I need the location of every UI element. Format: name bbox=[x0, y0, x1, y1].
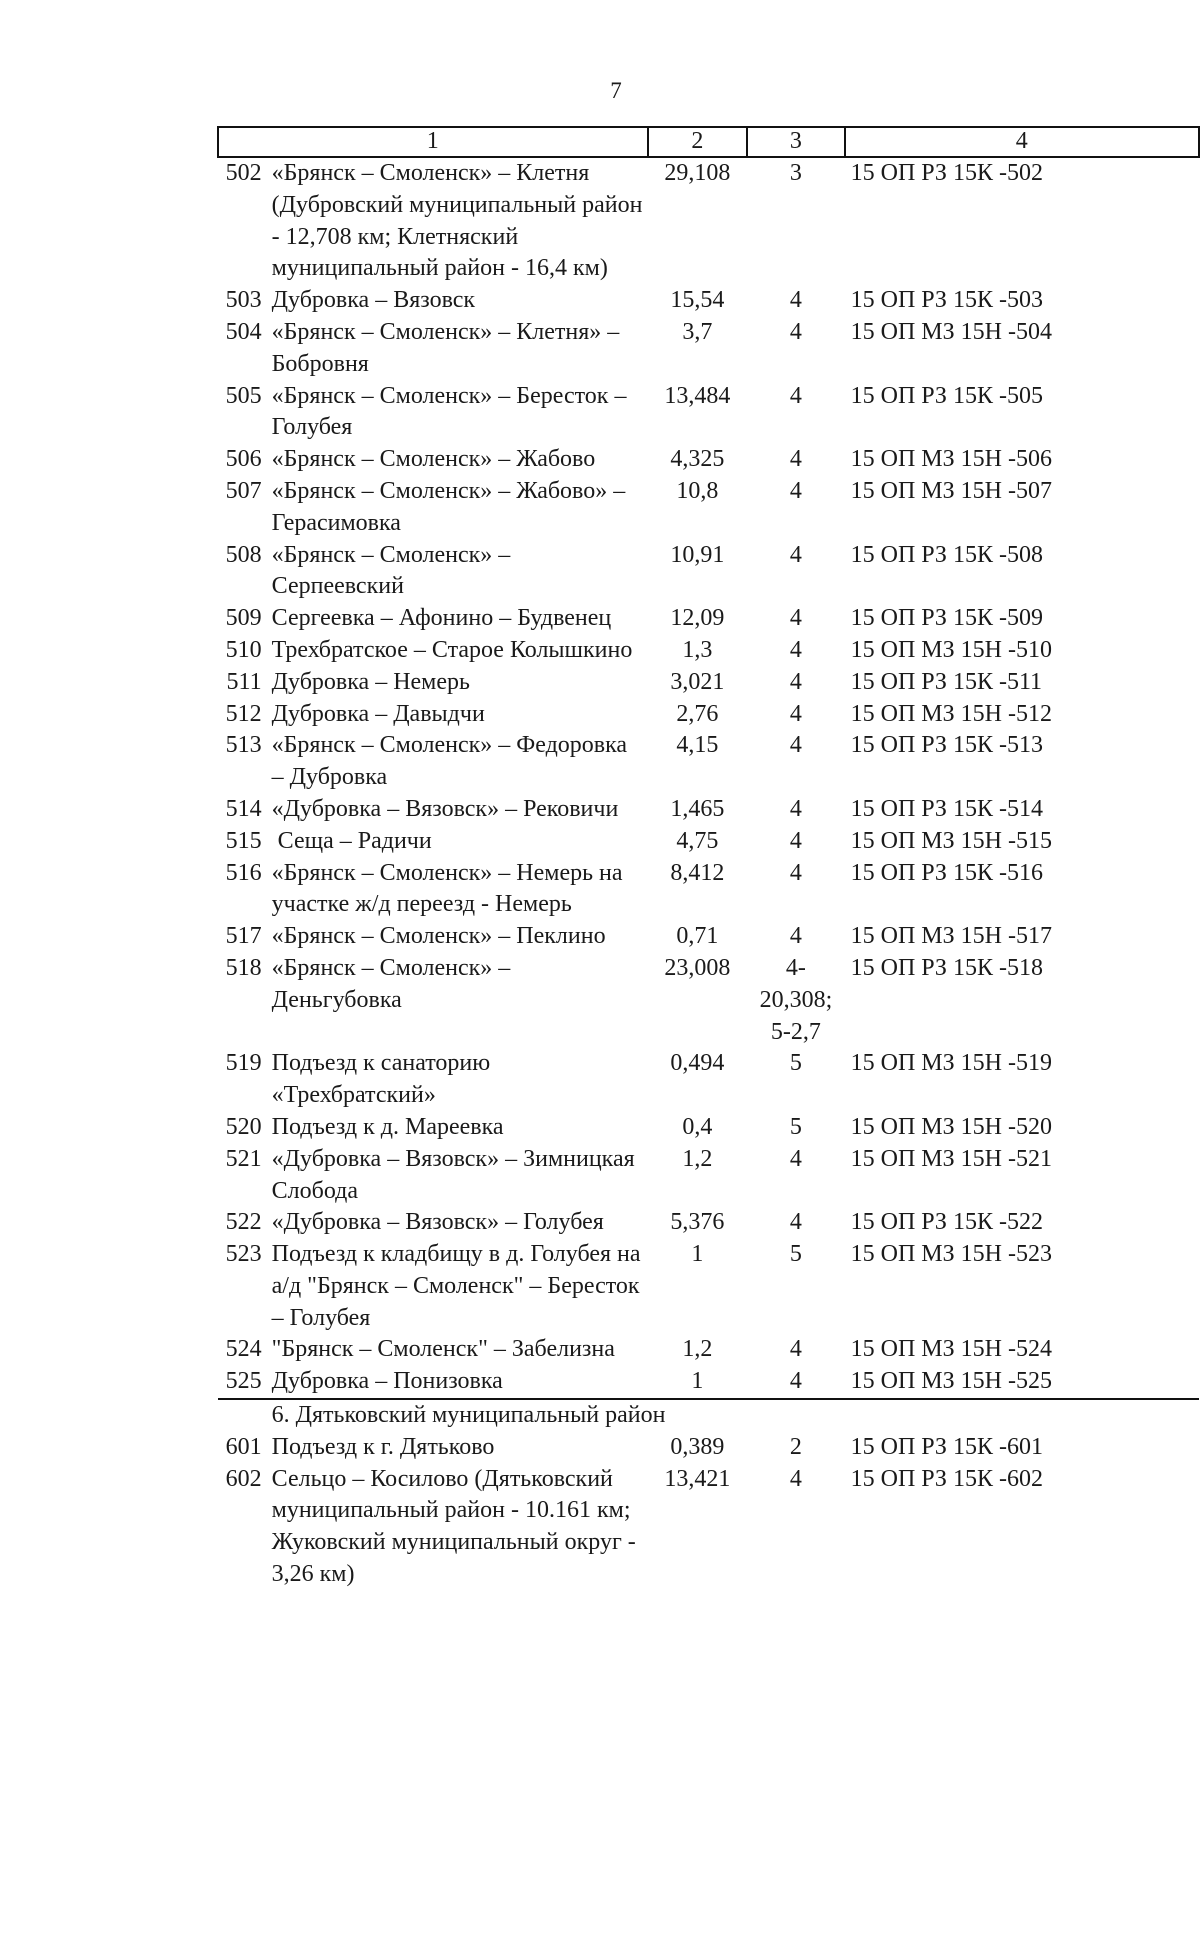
road-code: 15 ОП МЗ 15Н -517 bbox=[850, 923, 1052, 950]
row-number: 510 bbox=[225, 636, 262, 663]
road-length: 0,389 bbox=[670, 1433, 725, 1460]
road-code: 15 ОП МЗ 15Н -506 bbox=[850, 446, 1052, 473]
road-code: 15 ОП МЗ 15Н -510 bbox=[850, 636, 1052, 663]
table-row bbox=[218, 444, 1199, 476]
row-number: 515 bbox=[225, 827, 262, 854]
row-number: 524 bbox=[225, 1336, 262, 1363]
row-number: 504 bbox=[225, 318, 262, 345]
row-number: 505 bbox=[225, 382, 262, 409]
road-code: 15 ОП МЗ 15Н -519 bbox=[850, 1050, 1052, 1077]
road-category: 4 bbox=[789, 795, 802, 822]
road-category: 5 bbox=[789, 1050, 802, 1077]
page-number: 7 bbox=[610, 78, 622, 103]
table-row bbox=[218, 540, 1199, 604]
road-code: 15 ОП РЗ 15К -505 bbox=[850, 382, 1043, 409]
row-number: 520 bbox=[225, 1113, 262, 1140]
table-row bbox=[218, 699, 1199, 731]
road-code: 15 ОП РЗ 15К -514 bbox=[850, 795, 1043, 822]
road-name: Трехбратское – Старое Колышкино bbox=[271, 636, 633, 663]
road-category: 4 bbox=[789, 1336, 802, 1363]
road-length: 0,71 bbox=[676, 923, 719, 950]
row-number: 514 bbox=[225, 795, 262, 822]
road-category: 4 bbox=[789, 541, 802, 568]
road-code: 15 ОП РЗ 15К -508 bbox=[850, 541, 1043, 568]
row-number: 521 bbox=[225, 1145, 262, 1172]
road-category: 2 bbox=[789, 1433, 802, 1460]
table-row bbox=[218, 635, 1199, 667]
road-code: 15 ОП РЗ 15К -518 bbox=[850, 954, 1043, 981]
table-row bbox=[218, 794, 1199, 826]
road-length: 0,4 bbox=[682, 1113, 713, 1140]
row-number: 512 bbox=[225, 700, 262, 727]
road-code: 15 ОП МЗ 15Н -523 bbox=[850, 1241, 1052, 1268]
row-number: 509 bbox=[225, 605, 262, 632]
table-row bbox=[218, 1432, 1199, 1464]
road-name: «Брянск – Смоленск» – Клетня (Дубровский муниципальный район - 12,708 км; Клетняский муниципальный район - 16,4 км) bbox=[271, 160, 643, 282]
road-code: 15 ОП МЗ 15Н -504 bbox=[850, 318, 1052, 345]
road-code: 15 ОП МЗ 15Н -515 bbox=[850, 827, 1052, 854]
table-row bbox=[218, 1366, 1199, 1399]
road-length: 12,09 bbox=[670, 605, 725, 632]
road-code: 15 ОП РЗ 15К -509 bbox=[850, 605, 1043, 632]
road-name: Дубровка – Вязовск bbox=[271, 287, 476, 314]
road-category: 4 bbox=[789, 605, 802, 632]
table-row bbox=[218, 317, 1199, 381]
road-name: Сельцо – Косилово (Дятьковский муниципальный район - 10.161 км; Жуковский муниципальный округ - 3,26 км) bbox=[271, 1465, 636, 1588]
table-row bbox=[218, 921, 1199, 953]
row-number: 519 bbox=[225, 1050, 262, 1077]
table-row bbox=[218, 826, 1199, 858]
road-code: 15 ОП РЗ 15К -502 bbox=[850, 160, 1043, 186]
table-row bbox=[218, 285, 1199, 317]
road-name: Дубровка – Понизовка bbox=[270, 1366, 648, 1399]
road-code: 15 ОП МЗ 15Н -512 bbox=[850, 700, 1052, 727]
road-code: 15 ОП МЗ 15Н -520 bbox=[850, 1113, 1052, 1140]
road-name: «Брянск – Смоленск» – Деньгубовка bbox=[271, 954, 511, 1013]
road-category: 4 bbox=[789, 1209, 802, 1236]
road-name: Подъезд к д. Мареевка bbox=[271, 1113, 504, 1140]
road-length: 10,91 bbox=[670, 541, 725, 568]
header-col-2: 2 bbox=[648, 127, 748, 157]
road-length: 1,2 bbox=[682, 1336, 713, 1363]
road-code: 15 ОП МЗ 15Н -525 bbox=[845, 1366, 1199, 1399]
section-title: 6. Дятьковский муниципальный район bbox=[271, 1402, 666, 1429]
road-length: 4,15 bbox=[676, 732, 719, 759]
road-name: Дубровка – Давыдчи bbox=[271, 700, 485, 727]
row-number: 523 bbox=[225, 1241, 262, 1268]
section-row bbox=[218, 1399, 1199, 1432]
road-code: 15 ОП РЗ 15К -602 bbox=[850, 1465, 1043, 1492]
road-category: 5 bbox=[789, 1241, 802, 1268]
road-name: «Дубровка – Вязовск» – Голубея bbox=[271, 1209, 604, 1236]
table-row bbox=[218, 953, 1199, 1048]
row-number: 503 bbox=[225, 287, 262, 314]
road-length: 0,494 bbox=[670, 1050, 725, 1077]
road-name: «Дубровка – Вязовск» – Рековичи bbox=[271, 795, 619, 822]
road-length: 5,376 bbox=[670, 1209, 725, 1236]
road-code: 15 ОП РЗ 15К -513 bbox=[850, 732, 1043, 759]
road-name: Сергеевка – Афонино – Будвенец bbox=[271, 605, 612, 632]
road-category: 4 bbox=[789, 732, 802, 759]
row-number: 601 bbox=[225, 1433, 262, 1460]
road-name: Подъезд к г. Дятьково bbox=[271, 1433, 495, 1460]
road-category: 4 bbox=[789, 446, 802, 473]
table-row bbox=[218, 157, 1199, 285]
road-code: 15 ОП МЗ 15Н -524 bbox=[850, 1336, 1052, 1363]
row-number: 506 bbox=[225, 446, 262, 473]
table-row bbox=[218, 730, 1199, 794]
row-number: 516 bbox=[225, 859, 262, 886]
road-name: Дубровка – Немерь bbox=[271, 668, 470, 695]
road-category: 4 bbox=[789, 477, 802, 504]
road-category: 4 bbox=[789, 382, 802, 409]
table-row bbox=[218, 1048, 1199, 1112]
road-name: «Брянск – Смоленск» – Клетня» – Бобровня bbox=[271, 318, 620, 377]
road-length: 1 bbox=[691, 1241, 704, 1268]
road-category: 4 bbox=[789, 827, 802, 854]
road-name: «Брянск – Смоленск» – Бересток – Голубея bbox=[271, 382, 627, 441]
row-number: 502 bbox=[225, 160, 262, 186]
table-row bbox=[218, 858, 1199, 922]
road-length: 2,76 bbox=[676, 700, 719, 727]
road-name: "Брянск – Смоленск" – Забелизна bbox=[271, 1336, 615, 1363]
road-category: 4 bbox=[789, 859, 802, 886]
road-code: 15 ОП МЗ 15Н -521 bbox=[850, 1145, 1052, 1172]
row-number: 525 bbox=[218, 1366, 270, 1399]
roads-table bbox=[217, 126, 1200, 1591]
row-number: 513 bbox=[225, 732, 262, 759]
road-code: 15 ОП РЗ 15К -516 bbox=[850, 859, 1043, 886]
road-category: 4 bbox=[789, 636, 802, 663]
road-name: «Дубровка – Вязовск» – Зимницкая Слобода bbox=[271, 1145, 635, 1204]
table-row bbox=[218, 1112, 1199, 1144]
road-length: 3,021 bbox=[670, 668, 725, 695]
road-length: 4,325 bbox=[670, 446, 725, 473]
road-length: 1 bbox=[648, 1366, 748, 1399]
road-category: 5 bbox=[789, 1113, 802, 1140]
road-code: 15 ОП МЗ 15Н -507 bbox=[850, 477, 1052, 504]
road-category: 3 bbox=[789, 160, 802, 186]
road-length: 29,108 bbox=[664, 160, 731, 186]
table-row bbox=[218, 381, 1199, 445]
road-length: 1,2 bbox=[682, 1145, 713, 1172]
road-length: 1,465 bbox=[670, 795, 725, 822]
road-category: 4- 20,308; 5-2,7 bbox=[759, 954, 833, 1045]
road-length: 1,3 bbox=[682, 636, 713, 663]
road-length: 23,008 bbox=[664, 954, 731, 981]
road-length: 15,54 bbox=[670, 287, 725, 314]
road-length: 4,75 bbox=[676, 827, 719, 854]
road-length: 10,8 bbox=[676, 477, 719, 504]
row-number: 507 bbox=[225, 477, 262, 504]
road-category: 4 bbox=[789, 923, 802, 950]
table-row bbox=[218, 476, 1199, 540]
row-number: 511 bbox=[226, 668, 262, 695]
table-row bbox=[218, 1464, 1199, 1591]
table-row bbox=[218, 1144, 1199, 1208]
table-row bbox=[218, 1239, 1199, 1334]
road-category: 4 bbox=[789, 1465, 802, 1492]
table-row bbox=[218, 1334, 1199, 1366]
road-category: 4 bbox=[789, 668, 802, 695]
road-length: 8,412 bbox=[670, 859, 725, 886]
road-name: «Брянск – Смоленск» – Пеклино bbox=[271, 923, 606, 950]
row-number: 522 bbox=[225, 1209, 262, 1236]
header-col-4: 4 bbox=[845, 127, 1199, 157]
header-col-3: 3 bbox=[747, 127, 844, 157]
road-category: 4 bbox=[789, 1145, 802, 1172]
road-length: 13,484 bbox=[664, 382, 731, 409]
road-name: Подъезд к кладбищу в д. Голубея на а/д "Брянск – Смоленск" – Бересток – Голубея bbox=[271, 1241, 641, 1331]
road-category: 4 bbox=[747, 1366, 844, 1399]
row-number: 517 bbox=[225, 923, 262, 950]
table-row bbox=[218, 1207, 1199, 1239]
header-col-1: 1 bbox=[218, 127, 648, 157]
row-number: 518 bbox=[225, 954, 262, 981]
road-name: Подъезд к санаторию «Трехбратский» bbox=[271, 1050, 491, 1109]
road-name: «Брянск – Смоленск» – Жабово bbox=[271, 446, 596, 473]
table-row bbox=[218, 667, 1199, 699]
road-length: 13,421 bbox=[664, 1465, 731, 1492]
road-name: «Брянск – Смоленск» – Федоровка – Дубровка bbox=[271, 732, 628, 791]
row-number: 602 bbox=[225, 1465, 262, 1492]
road-code: 15 ОП РЗ 15К -522 bbox=[850, 1209, 1043, 1236]
road-name: «Брянск – Смоленск» – Серпеевский bbox=[271, 541, 511, 600]
table-body bbox=[218, 157, 1199, 1591]
road-code: 15 ОП РЗ 15К -601 bbox=[850, 1433, 1043, 1460]
road-name: «Брянск – Смоленск» – Немерь на участке ж/д переезд - Немерь bbox=[271, 859, 623, 918]
table-header-row bbox=[218, 127, 1199, 157]
road-category: 4 bbox=[789, 287, 802, 314]
road-length: 3,7 bbox=[682, 318, 713, 345]
road-name: «Брянск – Смоленск» – Жабово» – Герасимовка bbox=[271, 477, 626, 536]
section-spacer bbox=[218, 1399, 270, 1432]
road-code: 15 ОП РЗ 15К -503 bbox=[850, 287, 1043, 314]
road-name: Сеща – Радичи bbox=[271, 827, 432, 854]
table-row bbox=[218, 603, 1199, 635]
road-category: 4 bbox=[789, 318, 802, 345]
road-category: 4 bbox=[789, 700, 802, 727]
row-number: 508 bbox=[225, 541, 262, 568]
road-code: 15 ОП РЗ 15К -511 bbox=[850, 668, 1043, 695]
